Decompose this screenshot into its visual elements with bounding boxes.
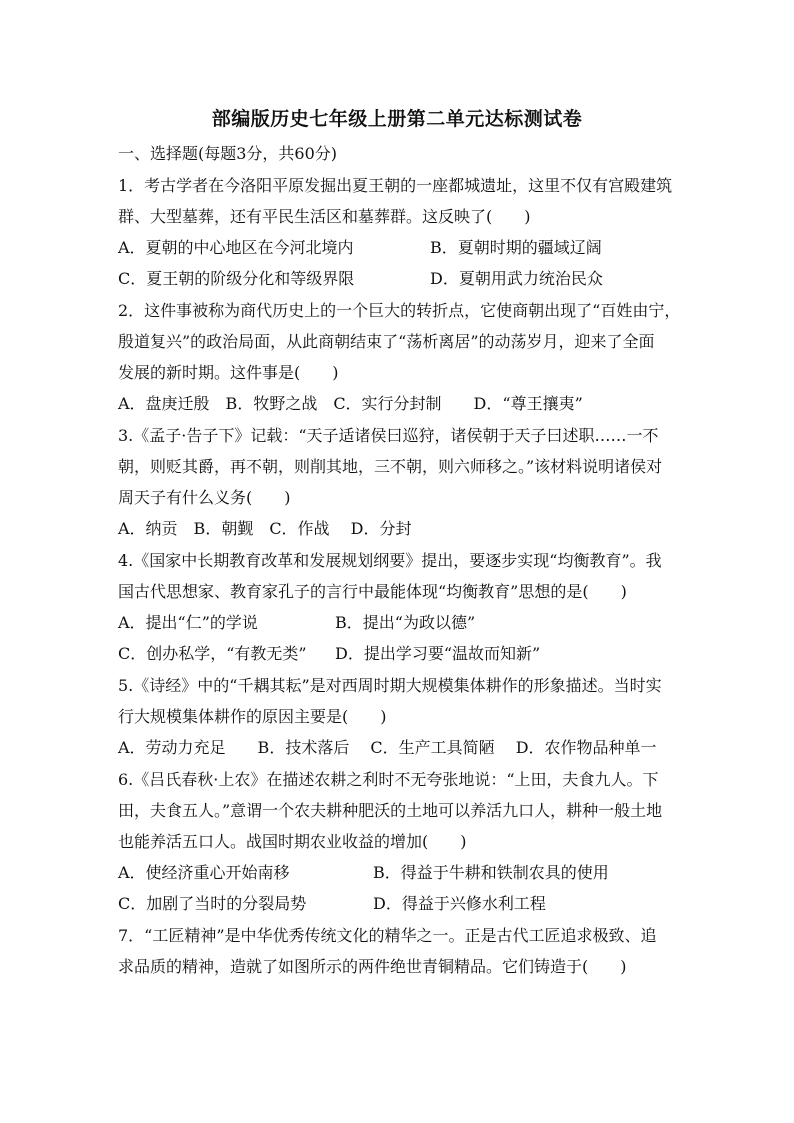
exam-title: 部编版历史七年级上册第二单元达标测试卷 (211, 108, 583, 130)
question-6-option-a: A．使经济重心开始南移 (118, 863, 290, 882)
question-5-options: A．劳动力充足 B．技术落后 C．生产工具简陋 D．农作物品种单一 (118, 738, 657, 757)
question-2-line-1: 2．这件事被称为商代历史上的一个巨大的转折点，它使商朝出现了“百姓由宁， (118, 301, 681, 320)
question-1-line-2: 群、大型墓葬，还有平民生活区和墓葬群。这反映了( ) (118, 207, 531, 226)
question-3-line-2: 朝，则贬其爵，再不朝，则削其地，三不朝，则六师移之。”该材料说明诸侯对 (118, 457, 663, 476)
question-7-line-2: 求品质的精神，造就了如图所示的两件绝世青铜精品。它们铸造于( ) (118, 957, 627, 976)
question-4-option-b: B．提出“为政以德” (335, 613, 476, 632)
question-6-line-2: 田，夫食五人。”意谓一个农夫耕种肥沃的土地可以养活九口人，耕种一般土地 (118, 801, 663, 820)
question-4-option-d: D．提出学习要“温故而知新” (335, 644, 541, 663)
question-5-line-1: 5.《诗经》中的“千耦其耘”是对西周时期大规模集体耕作的形象描述。当时实 (118, 676, 662, 695)
question-4-option-a: A．提出“仁”的学说 (118, 613, 258, 632)
question-7-line-1: 7．“工匠精神”是中华优秀传统文化的精华之一。正是古代工匠追求极致、追 (118, 926, 657, 945)
question-4-line-1: 4.《国家中长期教育改革和发展规划纲要》提出，要逐步实现“均衡教育”。我 (118, 551, 662, 570)
question-1-option-c: C．夏王朝的阶级分化和等级界限 (118, 269, 355, 288)
question-3-line-3: 周天子有什么义务( ) (118, 488, 291, 507)
question-1-option-a: A．夏朝的中心地区在今河北境内 (118, 238, 354, 257)
question-1-option-b: B．夏朝时期的疆域辽阔 (430, 238, 602, 257)
question-2-line-3: 发展的新时期。这件事是( ) (118, 363, 339, 382)
question-3-options: A．纳贡 B．朝觐 C．作战 D．分封 (118, 519, 412, 538)
question-1-line-1: 1．考古学者在今洛阳平原发掘出夏王朝的一座都城遗址，这里不仅有宫殿建筑 (118, 176, 673, 195)
question-5-line-2: 行大规模集体耕作的原因主要是( ) (118, 707, 387, 726)
question-3-line-1: 3.《孟子·告子下》记载：“天子适诸侯曰巡狩，诸侯朝于天子曰述职……一不 (118, 426, 659, 445)
question-4-option-c: C．创办私学，“有教无类” (118, 644, 307, 663)
question-4-line-2: 国古代思想家、教育家孔子的言行中最能体现“均衡教育”思想的是( ) (118, 582, 627, 601)
question-2-line-2: 殷道复兴”的政治局面，从此商朝结束了“荡析离居”的动荡岁月，迎来了全面 (118, 332, 655, 351)
question-6-line-3: 也能养活五口人。战国时期农业收益的增加( ) (118, 832, 467, 851)
question-6-line-1: 6.《吕氏春秋·上农》在描述农耕之利时不无夸张地说：“上田，夫食九人。下 (118, 770, 659, 789)
question-2-options: A．盘庚迁殷 B．牧野之战 C．实行分封制 D．“尊王攘夷” (118, 394, 583, 413)
question-6-option-b: B．得益于牛耕和铁制农具的使用 (373, 863, 609, 882)
question-1-option-d: D．夏朝用武力统治民众 (430, 269, 603, 288)
question-6-option-c: C．加剧了当时的分裂局势 (118, 894, 307, 913)
question-6-option-d: D．得益于兴修水利工程 (373, 894, 546, 913)
section-heading: 一、选择题(每题3分，共60分) (118, 144, 338, 163)
